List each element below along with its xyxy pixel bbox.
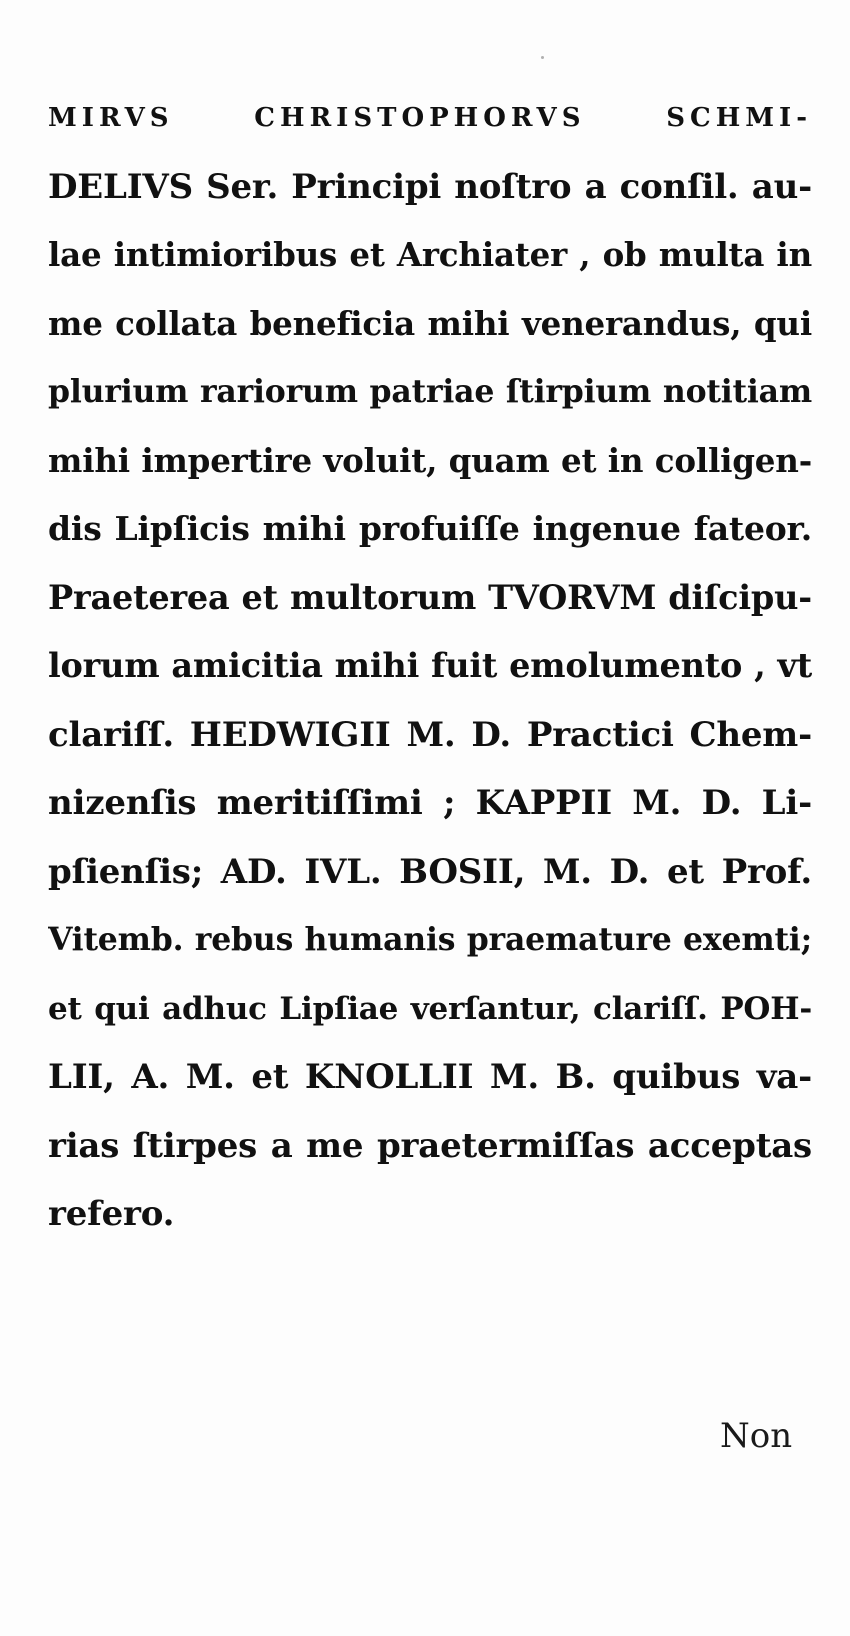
text-line: pſienſis; AD. IVL. BOSII, M. D. et Prof. [48, 851, 812, 892]
text-line: Vitemb. rebus humanis praemature exemti; [48, 921, 812, 958]
text-line: lae intimioribus et Archiater , ob multa in [48, 235, 812, 274]
text-line: refero. [48, 1194, 175, 1234]
body-text [48, 84, 812, 1249]
text-line: lorum amicitia mihi fuit emolumento , vt [48, 646, 812, 685]
text-line: me collata beneficia mihi venerandus, qui [48, 303, 812, 343]
text-line: mihi impertire voluit, quam et in colligen- [48, 440, 812, 480]
text-line: rias ſtirpes a me praetermiſſas acceptas [48, 1125, 812, 1166]
text-line: plurium rariorum patriae ſtirpium notitiam [48, 373, 812, 410]
text-line: dis Lipſicis mihi profuiſſe ingenue fateor. [48, 509, 812, 548]
text-line: DELIVS Ser. Principi noſtro a conſil. au- [48, 166, 812, 207]
text-line: Praeterea et multorum TVORVM diſcipu- [48, 577, 812, 617]
text-line: LII, A. M. et KNOLLII M. B. quibus va- [48, 1057, 812, 1097]
catchword: Non [720, 1416, 793, 1456]
text-line: et qui adhuc Lipſiae verſantur, clariſſ. POH- [48, 990, 812, 1027]
text-line: clariſſ. HEDWIGII M. D. Practici Chem- [48, 714, 812, 755]
ink-speck [541, 56, 544, 59]
text-line: MIRVS CHRISTOPHORVS SCHMI- [48, 103, 812, 133]
text-line: nizenſis meritiſſimi ; KAPPII M. D. Li- [48, 783, 812, 823]
